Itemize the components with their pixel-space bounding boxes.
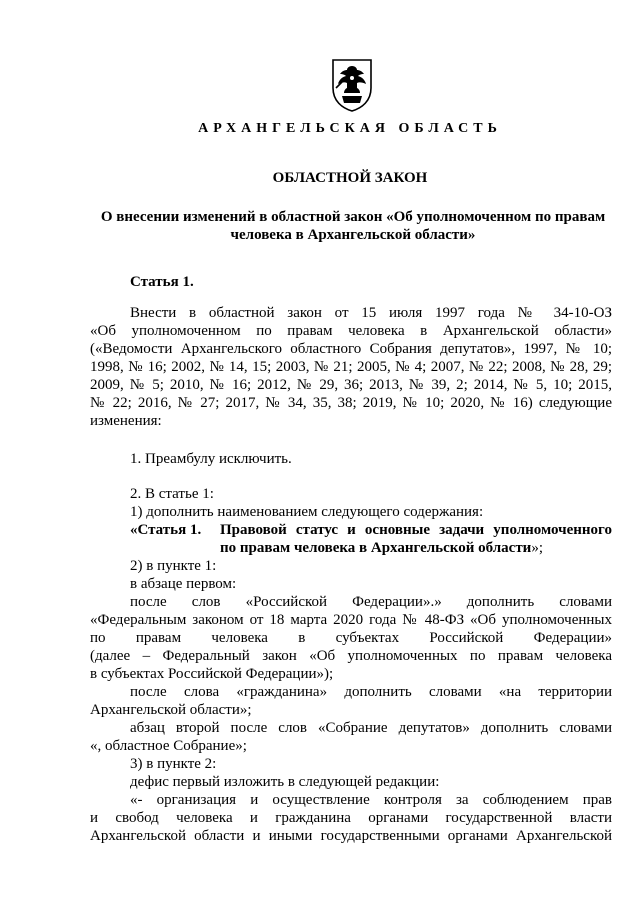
sub-2-block xyxy=(90,557,612,845)
new-heading-line: Правовой статус и основные задачи уполномоченного xyxy=(220,522,612,538)
law-title-line: О внесении изменений в областной закон «Об уполномоченном по правам xyxy=(100,209,606,225)
text-line: «Федеральным законом от 18 марта 2020 года № 48-ФЗ «Об уполномоченных xyxy=(90,612,612,628)
text-line: «Об уполномоченном по правам человека в Архангельской области» xyxy=(90,323,612,339)
text-line: Архангельской области»; xyxy=(90,702,252,718)
text-line: Архангельской области и иными государственными органами Архангельской xyxy=(90,828,612,844)
text-line: № 22; 2016, № 27; 2017, № 34, 35, 38; 2019, № 10; 2020, № 16) следующие xyxy=(90,395,612,411)
text-line: после слов «Российской Федерации».» дополнить словами xyxy=(130,594,612,610)
law-title-line: человека в Архангельской области» xyxy=(230,227,476,243)
text-line: и свобод человека и гражданина органами государственной власти xyxy=(90,810,612,826)
item-2-block xyxy=(90,485,612,521)
text-line: изменения: xyxy=(90,413,162,429)
law-type-title: ОБЛАСТНОЙ ЗАКОН xyxy=(272,170,428,186)
coat-of-arms-icon xyxy=(330,58,374,112)
text-line: после слова «гражданина» дополнить словами «на территории xyxy=(130,684,612,700)
text-line: (далее – Федеральный закон «Об уполномоченных по правам человека xyxy=(90,648,612,664)
text-line: по правам человека в субъектах Российской Федерации» xyxy=(90,630,612,646)
new-heading-prefix: «Статья 1. xyxy=(130,522,202,538)
text-line: в субъектах Российской Федерации»); xyxy=(90,666,334,682)
text-line: абзац второй после слов «Собрание депутатов» дополнить словами xyxy=(130,720,612,736)
article-heading: Статья 1. xyxy=(130,274,194,290)
text-line: 1) дополнить наименованием следующего содержания: xyxy=(130,504,484,520)
text-line: 2) в пункте 1: xyxy=(130,558,217,574)
text-line: Внести в областной закон от 15 июля 1997 года № 34-10-ОЗ xyxy=(130,305,612,321)
text-line: («Ведомости Архангельского областного Собрания депутатов», 1997, № 10; xyxy=(90,341,612,357)
text-line: 1998, № 16; 2002, № 14, 15; 2003, № 21; 2005, № 4; 2007, № 22; 2008, № 28, 29; xyxy=(90,359,612,375)
text-line: 2. В статье 1: xyxy=(130,486,214,502)
text-line: в абзаце первом: xyxy=(130,576,237,592)
region-title: АРХАНГЕЛЬСКАЯ ОБЛАСТЬ xyxy=(198,121,502,136)
text-line: дефис первый изложить в следующей редакции: xyxy=(130,774,440,790)
item-1: 1. Преамбулу исключить. xyxy=(130,451,292,467)
text-line: «, областное Собрание»; xyxy=(90,738,247,754)
new-heading-suffix: »; xyxy=(531,540,543,556)
law-title xyxy=(96,208,610,244)
new-heading-block xyxy=(130,521,612,557)
new-heading-line: по правам человека в Архангельской области xyxy=(220,540,532,556)
text-line: 2009, № 5; 2010, № 16; 2012, № 29, 36; 2013, № 39, 2; 2014, № 5, 10; 2015, xyxy=(90,377,612,393)
intro-paragraph xyxy=(90,304,612,430)
text-line: 3) в пункте 2: xyxy=(130,756,217,772)
text-line: «- организация и осуществление контроля за соблюдением прав xyxy=(130,792,612,808)
